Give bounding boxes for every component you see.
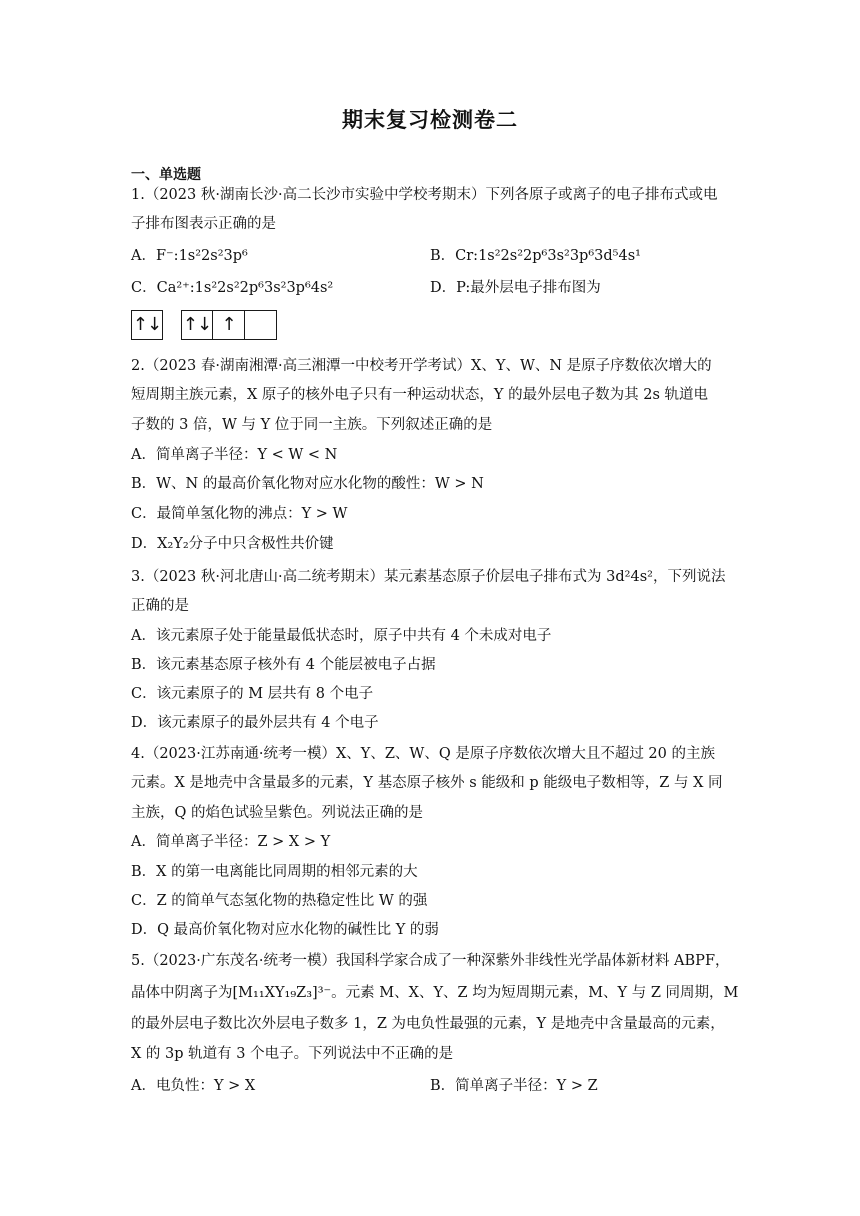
q5-stem-line2: 晶体中阴离子为[M₁₁XY₁₉Z₃]³⁻。元素 M、X、Y、Z 均为短周期元素，M、Y 与 Z 同周期，M [131,985,739,1001]
q2-option-d: D．X₂Y₂分子中只含极性共价键 [131,536,334,552]
q3-option-a: A．该元素原子处于能量最低状态时，原子中共有 4 个未成对电子 [131,628,552,644]
q2-stem-line3: 子数的 3 倍，W 与 Y 位于同一主族。下列叙述正确的是 [131,417,493,433]
q4-option-a: A．简单离子半径：Z > X > Y [131,834,331,850]
q4-option-b: B．X 的第一电离能比同周期的相邻元素的大 [131,864,418,880]
q4-option-c: C．Z 的简单气态氢化物的热稳定性比 W 的强 [131,893,428,909]
q2-stem-line2: 短周期主族元素，X 原子的核外电子只有一种运动状态，Y 的最外层电子数为其 2s 轨道电 [131,387,708,403]
q3-option-d: D．该元素原子的最外层共有 4 个电子 [131,715,379,731]
q5-option-b: B．简单离子半径：Y > Z [430,1078,598,1094]
q5-option-a: A．电负性：Y > X [131,1078,256,1094]
section-heading: 一、单选题 [131,167,201,183]
q1-option-c: C．Ca²⁺:1s²2s²2p⁶3s²3p⁶4s² [131,280,334,296]
q1-option-a: A．F⁻:1s²2s²3p⁶ [131,248,248,264]
q5-stem-line1: 5.（2023·广东茂名·统考一模）我国科学家合成了一种深紫外非线性光学晶体新材料 ABPF， [131,953,730,969]
q3-option-c: C．该元素原子的 M 层共有 8 个电子 [131,686,374,702]
orbital-box-3p-3 [245,310,277,340]
q1-stem-line1: 1.（2023 秋·湖南长沙·高二长沙市实验中学校考期末）下列各原子或离子的电子排布式或电 [131,187,718,203]
q4-option-d: D．Q 最高价氧化物对应水化物的碱性比 Y 的弱 [131,922,439,938]
q2-stem-line1: 2.（2023 春·湖南湘潭·高三湘潭一中校考开学考试）X、Y、W、N 是原子序数依次增大的 [131,358,712,374]
q4-stem-line3: 主族，Q 的焰色试验呈紫色。列说法正确的是 [131,805,423,821]
q4-stem-line2: 元素。X 是地壳中含量最多的元素，Y 基态原子核外 s 能级和 p 能级电子数相等，Z 与 X 同 [131,775,723,791]
q1-stem-line2: 子排布图表示正确的是 [131,216,276,232]
q2-option-a: A．简单离子半径：Y < W < N [131,447,338,463]
q2-option-b: B．W、N 的最高价氧化物对应水化物的酸性：W > N [131,476,484,492]
q1-option-d: D．P:最外层电子排布图为 [430,280,601,296]
q3-option-b: B．该元素基态原子核外有 4 个能层被电子占据 [131,657,436,673]
q2-option-c: C．最简单氢化物的沸点：Y > W [131,506,348,522]
q5-stem-line4: X 的 3p 轨道有 3 个电子。下列说法中不正确的是 [131,1046,454,1062]
orbital-box-3p-2: ↑ [213,310,245,340]
q3-stem-line2: 正确的是 [131,598,189,614]
page-title: 期末复习检测卷二 [342,108,518,132]
q5-stem-line3: 的最外层电子数比次外层电子数多 1，Z 为电负性最强的元素，Y 是地壳中含量最高的元素， [131,1016,725,1032]
orbital-box-3s: ↑↓ [131,310,163,340]
orbital-box-3p-1: ↑↓ [181,310,213,340]
q1-option-b: B．Cr:1s²2s²2p⁶3s²3p⁶3d⁵4s¹ [430,248,641,264]
q4-stem-line1: 4.（2023·江苏南通·统考一模）X、Y、Z、W、Q 是原子序数依次增大且不超过 20 的主族 [131,746,715,762]
q3-stem-line1: 3.（2023 秋·河北唐山·高二统考期末）某元素基态原子价层电子排布式为 3d²4s²，下列说法 [131,569,726,585]
